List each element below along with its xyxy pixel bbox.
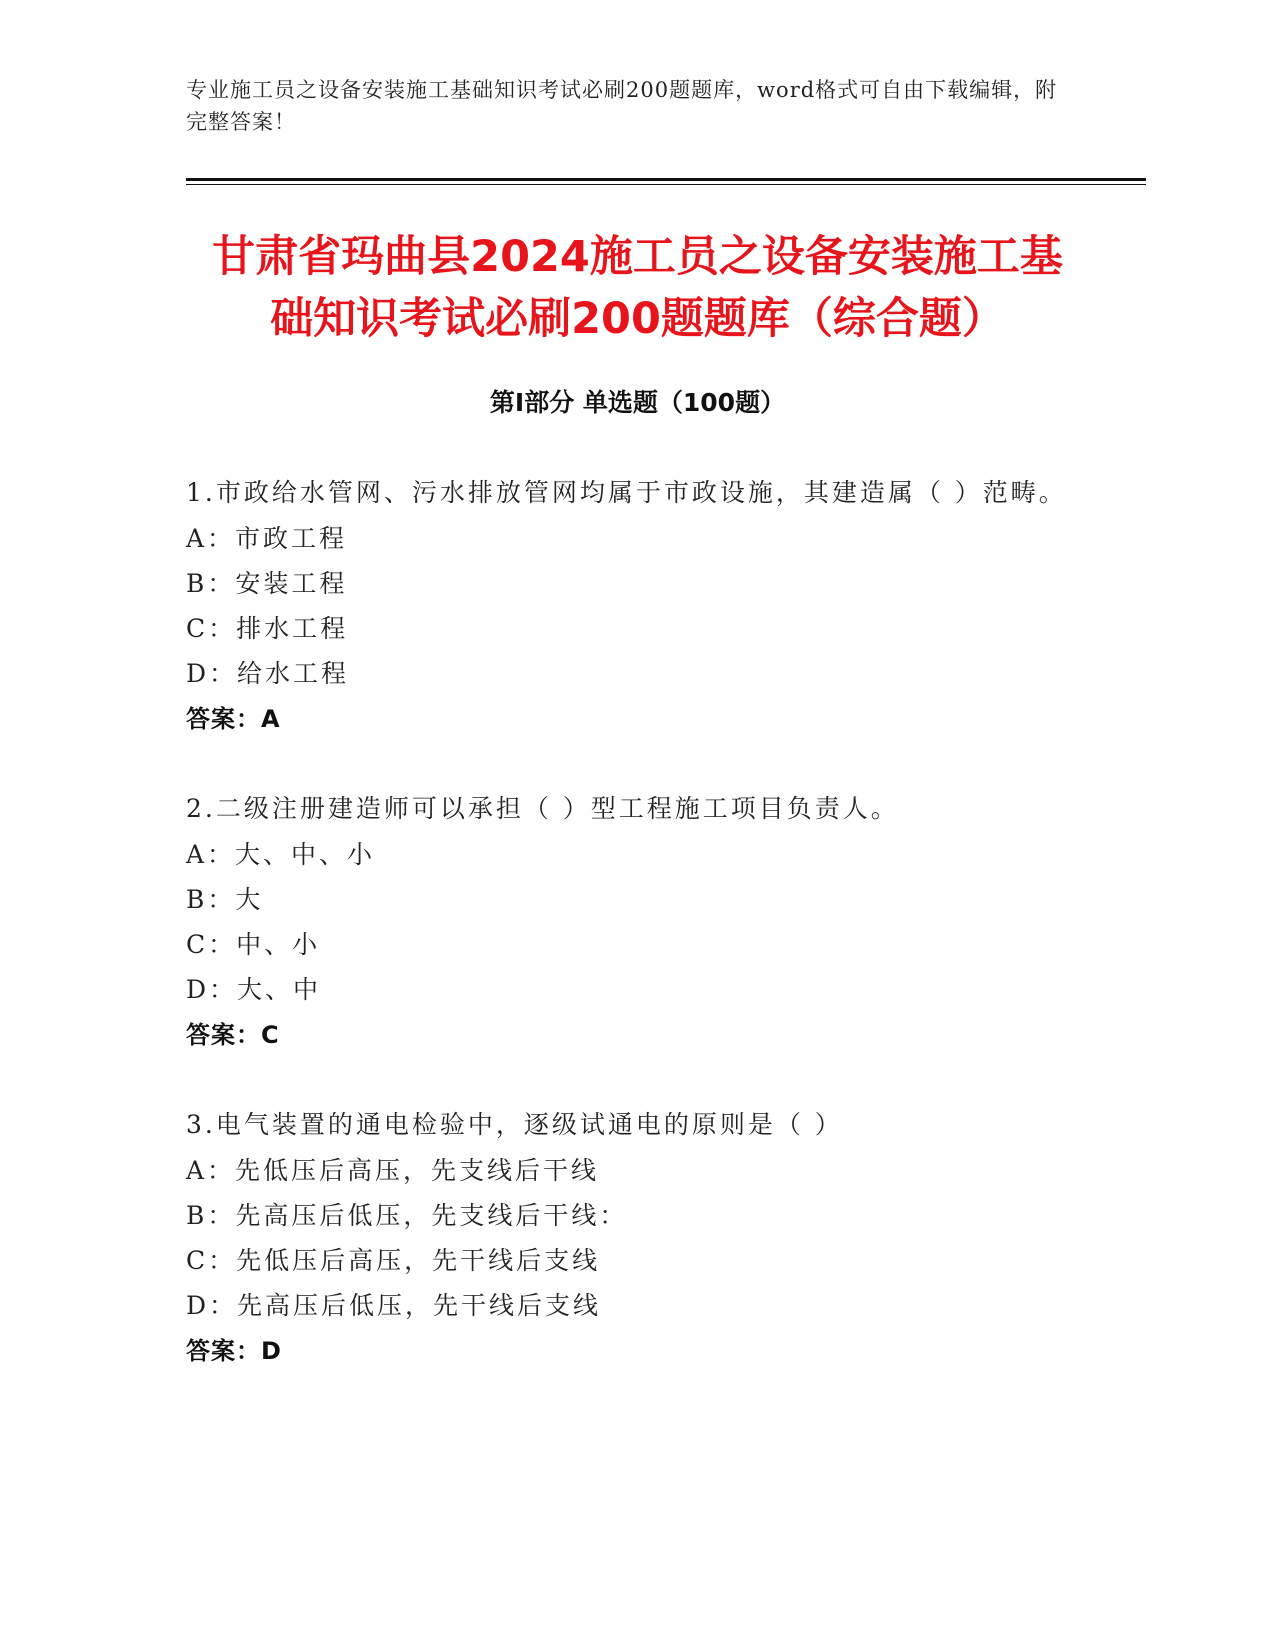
question-2 [186, 786, 1086, 1058]
option-b: B：大 [186, 885, 264, 914]
answer: 答案：A [186, 705, 281, 733]
option-d: D：先高压后低压，先干线后支线 [186, 1291, 602, 1320]
question-stem: 2.二级注册建造师可以承担（ ）型工程施工项目负责人。 [186, 794, 899, 823]
option-c: C：排水工程 [186, 614, 349, 643]
option-d: D：给水工程 [186, 659, 350, 688]
option-a: A：大、中、小 [186, 840, 376, 869]
option-c: C：中、小 [186, 930, 321, 959]
header-divider-thin [186, 184, 1146, 185]
document-title-line-1: 甘肃省玛曲县2024施工员之设备安装施工基 [212, 232, 1063, 282]
option-b: B：安装工程 [186, 569, 348, 598]
question-1 [186, 470, 1086, 742]
question-3 [186, 1102, 1086, 1374]
header-divider-thick [186, 178, 1146, 181]
option-b: B：先高压后低压，先支线后干线： [186, 1201, 628, 1230]
question-list [186, 470, 1086, 1418]
answer: 答案：C [186, 1021, 280, 1049]
option-d: D：大、中 [186, 975, 322, 1004]
header-note: 专业施工员之设备安装施工基础知识考试必刷200题题库，word格式可自由下载编辑，附完整答案！ [186, 78, 1058, 134]
document-title [150, 226, 1125, 350]
option-a: A：市政工程 [186, 524, 348, 553]
option-a: A：先低压后高压，先支线后干线 [186, 1156, 600, 1185]
question-stem: 3.电气装置的通电检验中，逐级试通电的原则是（ ） [186, 1110, 843, 1139]
section-heading: 第Ⅰ部分 单选题（100题） [489, 388, 786, 417]
document-title-line-2: 础知识考试必刷200题题库（综合题） [270, 294, 1005, 344]
option-c: C：先低压后高压，先干线后支线 [186, 1246, 601, 1275]
answer: 答案：D [186, 1337, 282, 1365]
question-stem: 1.市政给水管网、污水排放管网均属于市政设施，其建造属（ ）范畴。 [186, 478, 1067, 507]
